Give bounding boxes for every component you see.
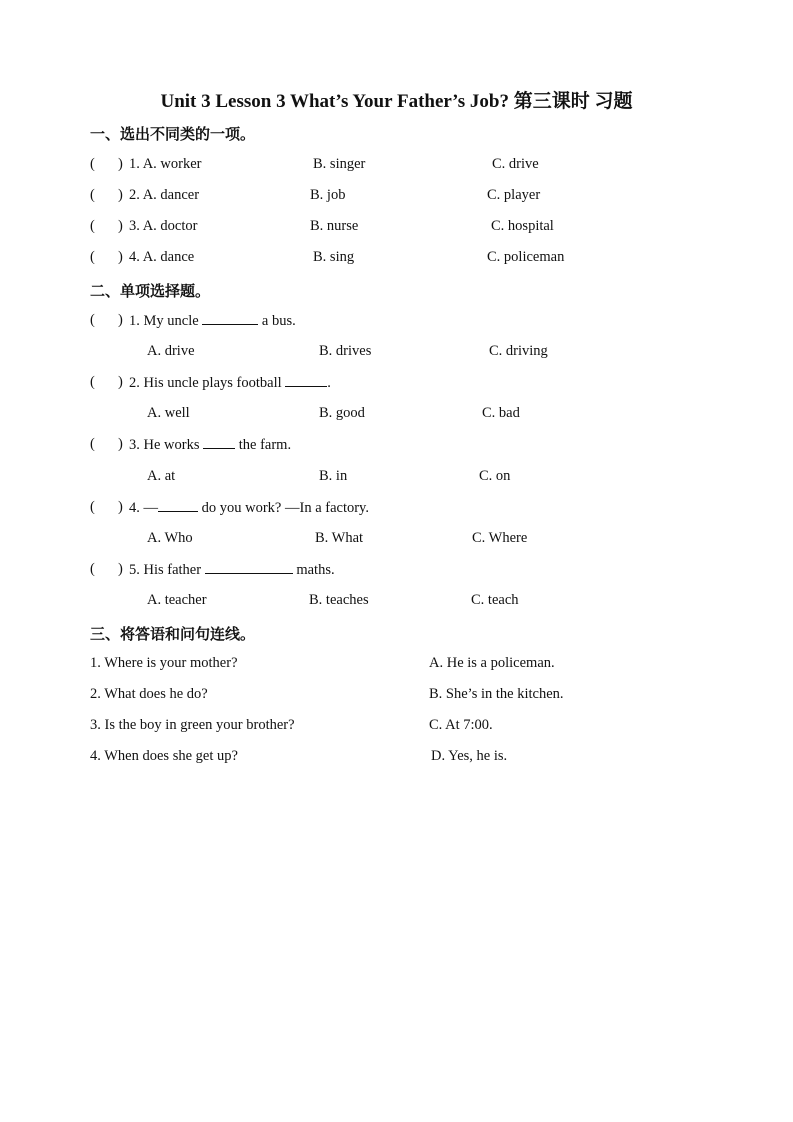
match-question[interactable]: 1. Where is your mother? (90, 655, 238, 671)
fill-blank[interactable] (158, 499, 198, 512)
worksheet-page: Unit 3 Lesson 3 What’s Your Father’s Job? 第三课时 习题 一、选出不同类的一项。 ( ) 1. A. worker B. singer C. drive ( ) 2. A. dancer B. job C. player ( ) 3. A. doctor B. nurse C. hospital ( ) 4. A. dance B. sing C. policeman 二、单项选择题。 ( ) 1. My uncle a bus. A. drive B. drives C. driving ( ) 2. His uncle plays football . A. well B. good C. bad ( ) 3. He works the farm. A. at B. in C. on ( ) 4. — do you work? —In a factory. A. Who B. What C. Where ( ) 5. His father maths. A. teacher B. teaches C. teach 三、将答语和问句连线。 1. Where is your mother? A. He is a policeman. 2. What does he do? B. She’s in the kitchen. 3. Is the boy in green your brother? C. At 7:00. 4. When does she get up? D. Yes, he is. (0, 0, 793, 1122)
option-a: A. Who (147, 530, 193, 546)
question-text: 2. His uncle plays football . (129, 375, 331, 391)
option-a: A. well (147, 405, 190, 421)
fill-blank[interactable] (202, 312, 258, 325)
match-answer[interactable]: B. She’s in the kitchen. (429, 686, 564, 702)
fill-blank[interactable] (203, 436, 235, 449)
option-b: B. in (319, 468, 348, 484)
question-text: 3. He works the farm. (129, 437, 292, 453)
option-c: C. bad (482, 405, 520, 421)
option-c: C. policeman (487, 249, 565, 265)
question-text: 3. A. doctor (129, 218, 198, 234)
match-answer[interactable]: A. He is a policeman. (429, 655, 555, 671)
option-c: C. hospital (491, 218, 554, 234)
fill-blank[interactable] (285, 374, 327, 387)
question-text: 1. My uncle a bus. (129, 313, 296, 329)
fill-blank[interactable] (205, 561, 293, 574)
match-question[interactable]: 3. Is the boy in green your brother? (90, 717, 295, 733)
option-b: B. teaches (309, 592, 369, 608)
option-c: C. player (487, 187, 541, 203)
option-c: C. driving (489, 343, 548, 359)
option-c: C. on (479, 468, 511, 484)
option-b: B. singer (313, 156, 366, 172)
option-c: C. drive (492, 156, 539, 172)
match-question[interactable]: 4. When does she get up? (90, 748, 238, 764)
option-b: B. sing (313, 249, 355, 265)
section-2-heading: 二、单项选择题。 (90, 282, 211, 300)
option-a: A. teacher (147, 592, 207, 608)
option-b: B. job (310, 187, 346, 203)
question-text: 5. His father maths. (129, 562, 335, 578)
match-answer[interactable]: C. At 7:00. (429, 717, 493, 733)
question-text: 4. — do you work? —In a factory. (129, 500, 369, 516)
page-title: Unit 3 Lesson 3 What’s Your Father’s Job? 第三课时 习题 (160, 91, 633, 112)
option-b: B. nurse (310, 218, 359, 234)
option-c: C. Where (472, 530, 528, 546)
match-answer[interactable]: D. Yes, he is. (431, 748, 508, 764)
match-question[interactable]: 2. What does he do? (90, 686, 208, 702)
section-3-heading: 三、将答语和问句连线。 (90, 625, 256, 643)
option-c: C. teach (471, 592, 519, 608)
question-text: 4. A. dance (129, 249, 195, 265)
section-1-heading: 一、选出不同类的一项。 (90, 125, 256, 143)
option-b: B. good (319, 405, 365, 421)
option-a: A. at (147, 468, 176, 484)
option-b: B. What (315, 530, 364, 546)
question-text: 1. A. worker (129, 156, 202, 172)
option-b: B. drives (319, 343, 372, 359)
question-text: 2. A. dancer (129, 187, 200, 203)
option-a: A. drive (147, 343, 195, 359)
